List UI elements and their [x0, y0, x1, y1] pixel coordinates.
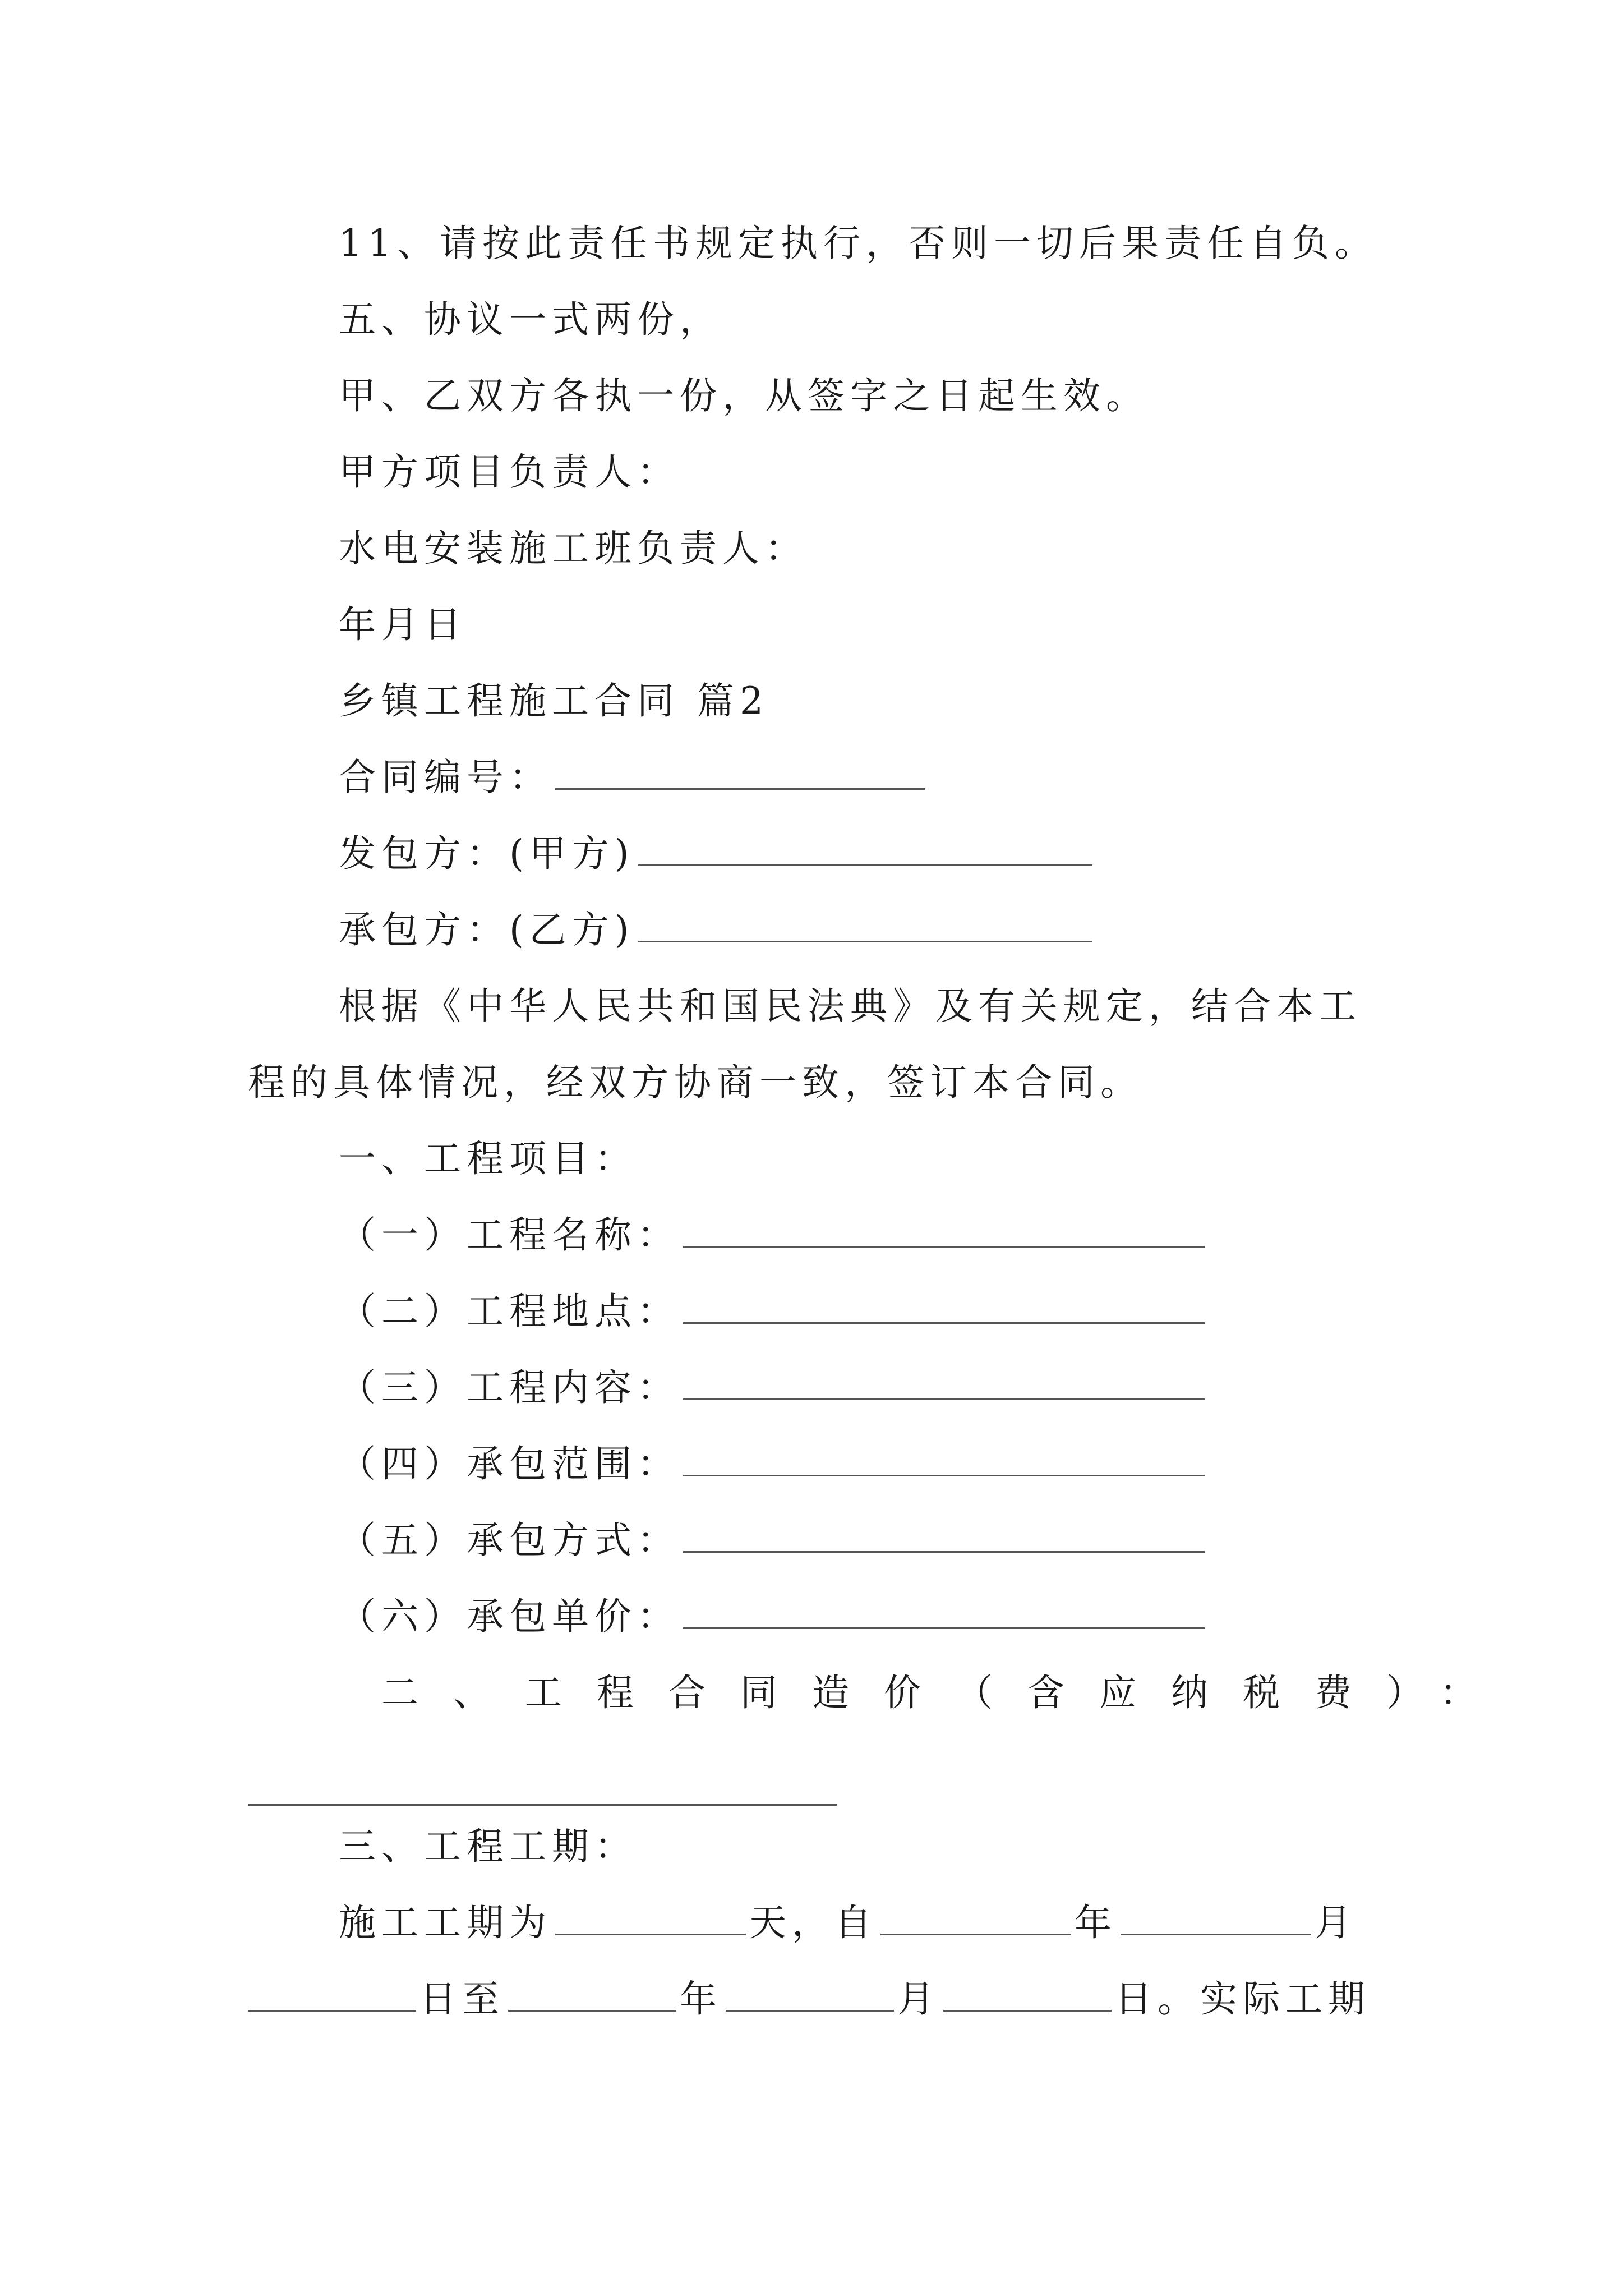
- start-month-label: 月: [1315, 1901, 1357, 1944]
- contract-number-field[interactable]: [555, 753, 925, 790]
- date-line: 年月日: [339, 603, 467, 646]
- contract-mode-label: （五）承包方式：: [339, 1519, 680, 1562]
- start-day-field[interactable]: [248, 1975, 416, 2012]
- contract-scope-label: （四）承包范围：: [339, 1442, 680, 1485]
- duration-line-2: [248, 1971, 1371, 2027]
- project-location-label: （二）工程地点：: [339, 1290, 680, 1333]
- start-year-label: 年: [1075, 1901, 1117, 1944]
- section-heading: 乡镇工程施工合同 篇2: [339, 679, 769, 723]
- to-label: 日至: [419, 1977, 505, 2021]
- project-content-line: [339, 1360, 1208, 1416]
- team-signatory: 水电安装施工班负责人：: [339, 527, 808, 570]
- contract-number-line: [339, 749, 929, 806]
- project-content-label: （三）工程内容：: [339, 1366, 680, 1409]
- party-a-line: [339, 826, 1096, 882]
- duration-label: 施工工期为: [339, 1901, 552, 1944]
- unit-price-field[interactable]: [683, 1593, 1205, 1629]
- party-b-label: 承包方：(乙方): [339, 908, 635, 951]
- contract-mode-line: [339, 1512, 1208, 1568]
- contract-scope-line: [339, 1436, 1208, 1492]
- end-day-field[interactable]: [943, 1975, 1112, 2012]
- unit-price-line: [339, 1589, 1208, 1645]
- project-name-label: （一）工程名称：: [339, 1213, 680, 1257]
- project-name-line: [339, 1207, 1208, 1263]
- end-year-label: 年: [680, 1977, 722, 2021]
- party-b-line: [339, 902, 1096, 958]
- party-b-field[interactable]: [638, 906, 1092, 942]
- unit-price-label: （六）承包单价：: [339, 1595, 680, 1638]
- preamble-line-2: 程的具体情况，经双方协商一致，签订本合同。: [248, 1061, 1143, 1104]
- party-a-label: 发包方：(甲方): [339, 832, 635, 875]
- party-a-field[interactable]: [638, 830, 1092, 866]
- clause-five: 五、协议一式两份，: [339, 298, 722, 341]
- project-name-field[interactable]: [683, 1211, 1205, 1248]
- duration-from-label: 天，自: [749, 1901, 877, 1944]
- contract-mode-field[interactable]: [683, 1516, 1205, 1553]
- contract-number-label: 合同编号：: [339, 756, 552, 799]
- start-year-field[interactable]: [880, 1899, 1071, 1935]
- contract-price-field[interactable]: [248, 1803, 837, 1806]
- article-three-heading: 三、工程工期：: [339, 1825, 637, 1868]
- project-location-line: [339, 1283, 1208, 1340]
- contract-scope-field[interactable]: [683, 1440, 1205, 1476]
- clause-five-continued: 甲、乙双方各执一份，从签字之日起生效。: [339, 374, 1149, 417]
- duration-days-field[interactable]: [555, 1899, 746, 1935]
- end-year-field[interactable]: [508, 1975, 676, 2012]
- actual-duration-label: 日。实际工期: [1115, 1977, 1371, 2021]
- clause-11: 11、请按此责任书规定执行，否则一切后果责任自负。: [339, 222, 1377, 265]
- preamble-line-1: 根据《中华人民共和国民法典》及有关规定，结合本工: [339, 984, 1362, 1028]
- start-month-field[interactable]: [1121, 1899, 1311, 1935]
- end-month-field[interactable]: [726, 1975, 894, 2012]
- article-two-heading: 二、工程合同造价（含应纳税费）：: [381, 1671, 1511, 1714]
- project-content-field[interactable]: [683, 1364, 1205, 1400]
- end-month-label: 月: [897, 1977, 940, 2021]
- party-a-signatory: 甲方项目负责人：: [339, 450, 680, 494]
- project-location-field[interactable]: [683, 1287, 1205, 1324]
- duration-line-1: [339, 1895, 1357, 1951]
- article-one-heading: 一、工程项目：: [339, 1137, 637, 1180]
